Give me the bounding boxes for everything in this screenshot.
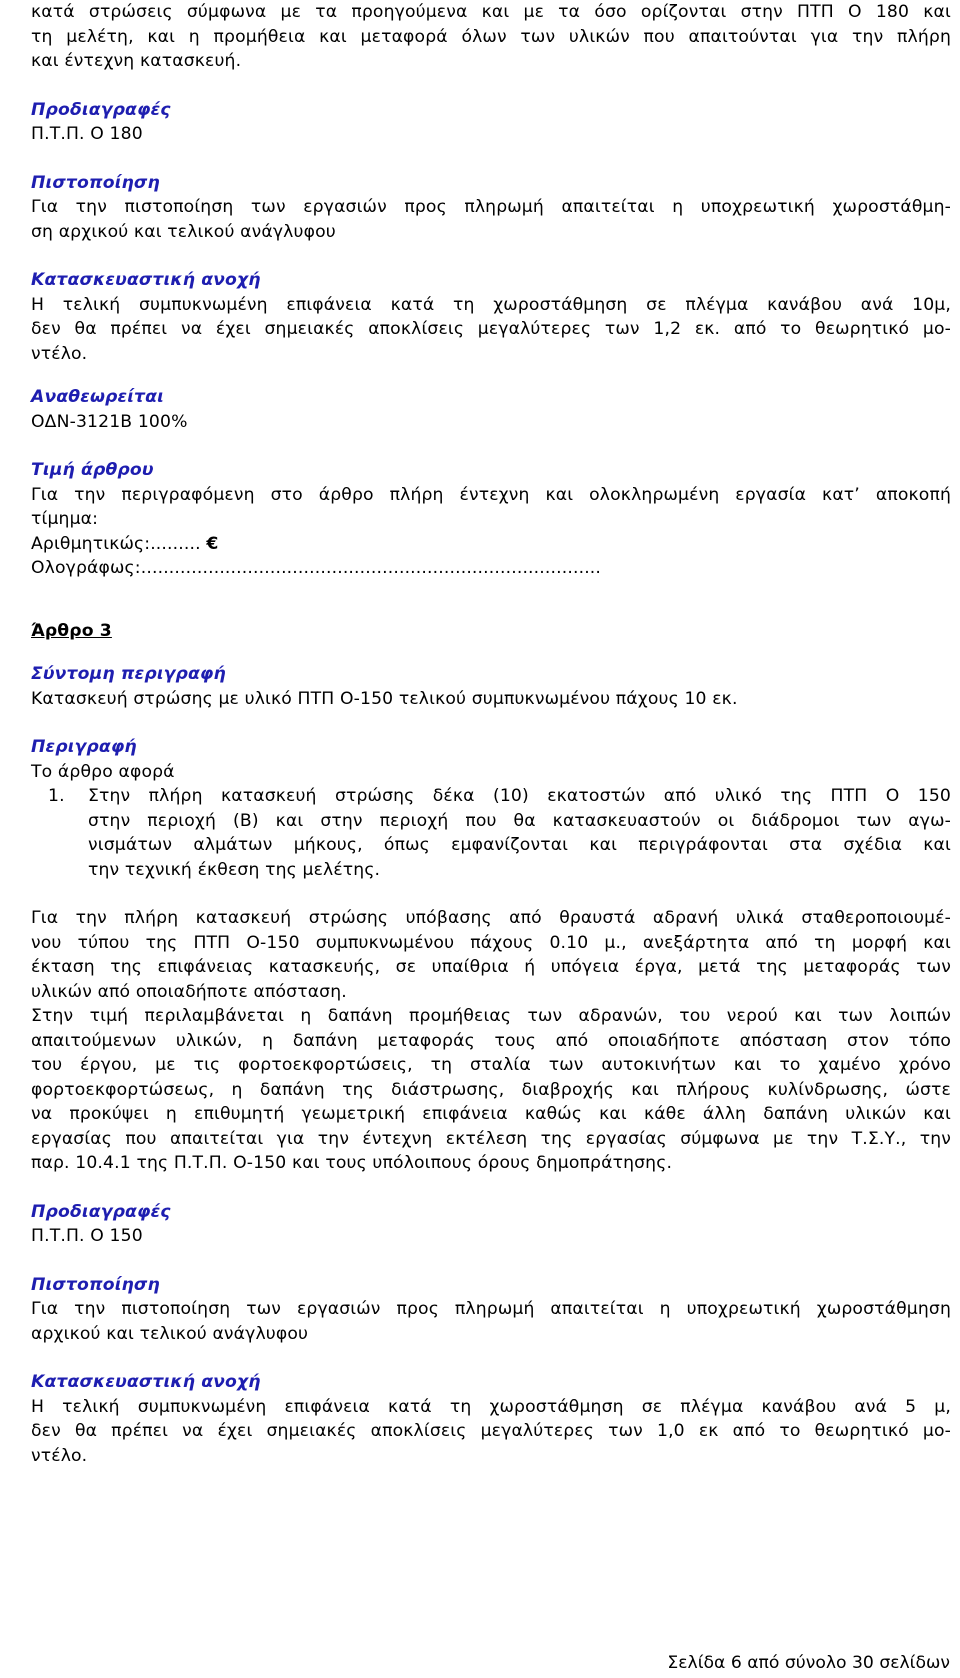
text-line: Για την πλήρη κατασκευή στρώσης υπόβασης από θραυστά αδρανή υλικά σταθεροποιουμέ- xyxy=(31,908,951,928)
text-line: νισμάτων αλμάτων μήκους, όπως εμφανίζονται και περιγράφονται στα σχέδια και xyxy=(88,835,951,855)
revision-code: ΟΔΝ-3121Β 100% xyxy=(31,411,188,432)
text-line: Η τελική συμπυκνωμένη επιφάνεια κατά τη χωροστάθμηση σε πλέγμα κανάβου ανά 5 μ, xyxy=(31,1396,951,1417)
text-line: δεν θα πρέπει να έχει σημειακές αποκλίσεις μεγαλύτερες των 1,2 εκ. από το θεωρητικό μο- xyxy=(31,319,951,339)
text-line: ντέλο. xyxy=(31,1445,88,1466)
section-heading-certification: Πιστοποίηση xyxy=(31,1274,160,1295)
section-heading-tolerance: Κατασκευαστική ανοχή xyxy=(31,1372,261,1392)
specification-code: Π.Τ.Π. Ο 150 xyxy=(31,1226,143,1246)
section-heading-revision: Αναθεωρείται xyxy=(31,387,164,407)
text-line: τίμημα: xyxy=(31,509,99,529)
text-line: τη μελέτη, και η προμήθεια και μεταφορά όλων των υλικών που απαιτούνται για την πλήρη xyxy=(31,26,951,47)
text-line: δεν θα πρέπει να έχει σημειακές αποκλίσεις μεγαλύτερες των 1,0 εκ από το θεωρητικό μο- xyxy=(31,1421,951,1441)
specification-code: Π.Τ.Π. Ο 180 xyxy=(31,124,143,144)
text-line: στην περιοχή (Β) και στην περιοχή που θα κατασκευαστούν οι διάδρομοι των αγω- xyxy=(88,810,951,831)
section-heading-description: Περιγραφή xyxy=(31,737,137,757)
text-line: Στην τιμή περιλαμβάνεται η δαπάνη προμήθειας των αδρανών, του νερού και των λοιπών xyxy=(31,1006,951,1026)
text-line: Στην πλήρη κατασκευή στρώσης δέκα (10) εκατοστών από υλικό της ΠΤΠ Ο 150 xyxy=(88,786,951,806)
section-heading-price: Τιμή άρθρου xyxy=(31,460,154,480)
section-heading-tolerance: Κατασκευαστική ανοχή xyxy=(31,270,261,290)
text-line: νου τύπου της ΠΤΠ Ο-150 συμπυκνωμένου πάχους 0.10 μ., ανεξάρτητα από τη μορφή και xyxy=(31,932,951,953)
section-heading-specifications: Προδιαγραφές xyxy=(31,99,171,120)
list-item-number: 1. xyxy=(48,786,65,806)
text-line: ντέλο. xyxy=(31,343,88,364)
short-description-text: Κατασκευή στρώσης με υλικό ΠΤΠ Ο-150 τελικού συμπυκνωμένου πάχους 10 εκ. xyxy=(31,688,738,709)
text-line: φορτοεκφορτώσεως, η δαπάνη της διάστρωσης, διαβροχής και πλήρους κυλίνδρωσης, ώστε xyxy=(31,1079,951,1100)
text-line: έκταση της επιφάνειας κατασκευής, σε υπαίθρια ή υπόγεια έργα, μετά της μεταφοράς των xyxy=(31,957,951,977)
text-line: ση αρχικού και τελικού ανάγλυφου xyxy=(31,221,336,242)
text-line: Για την πιστοποίηση των εργασιών προς πληρωμή απαιτείται η υποχρεωτική χωροστάθμηση xyxy=(31,1299,951,1319)
text-line: κατά στρώσεις σύμφωνα με τα προηγούμενα και με τα όσο ορίζονται στην ΠΤΠ Ο 180 και xyxy=(31,2,951,22)
text-line: Η τελική συμπυκνωμένη επιφάνεια κατά τη χωροστάθμηση σε πλέγμα κανάβου ανά 10μ, xyxy=(31,294,951,315)
text-line: και έντεχνη κατασκευή. xyxy=(31,51,242,71)
text-line: παρ. 10.4.1 της Π.Τ.Π. Ο-150 και τους υπόλοιπους όρους δημοπράτησης. xyxy=(31,1153,673,1173)
text-line: Για την πιστοποίηση των εργασιών προς πληρωμή απαιτείται η υποχρεωτική χωροστάθμη- xyxy=(31,197,951,217)
list-item xyxy=(31,784,951,882)
section-heading-certification: Πιστοποίηση xyxy=(31,172,160,193)
text-line: του έργου, με τις φορτοεκφορτώσεις, τη σταλία των αυτοκινήτων και το χαμένο χρόνο xyxy=(31,1055,951,1075)
price-numeric xyxy=(31,532,951,557)
euro-sign: € xyxy=(206,533,219,554)
price-words: Ολογράφως:.................................................................................. xyxy=(31,558,602,578)
article-title: Άρθρο 3 xyxy=(31,620,112,641)
section-heading-specifications: Προδιαγραφές xyxy=(31,1201,171,1222)
text-line: υλικών από οποιαδήποτε απόσταση. xyxy=(31,981,347,1002)
text-line: αρχικού και τελικού ανάγλυφου xyxy=(31,1323,309,1344)
price-numeric-label: Αριθμητικώς:......... xyxy=(31,533,201,554)
document-page xyxy=(31,0,951,1468)
text-line: Για την περιγραφόμενη στο άρθρο πλήρη έντεχνη και ολοκληρωμένη εργασία κατ’ αποκοπή xyxy=(31,484,951,505)
section-heading-short-description: Σύντομη περιγραφή xyxy=(31,664,226,684)
description-intro: Το άρθρο αφορά xyxy=(31,761,175,782)
text-line: απαιτούμενων υλικών, η δαπάνη μεταφοράς τους από οποιαδήποτε απόσταση στον τόπο xyxy=(31,1030,951,1051)
text-line: την τεχνική έκθεση της μελέτης. xyxy=(88,859,381,880)
text-line: εργασίας που απαιτείται για την έντεχνη εκτέλεση της εργασίας σύμφωνα με την Τ.Σ.Υ., την xyxy=(31,1128,951,1149)
page-footer: Σελίδα 6 από σύνολο 30 σελίδων xyxy=(667,1653,950,1673)
text-line: να προκύψει η επιθυμητή γεωμετρική επιφάνεια καθώς και κάθε άλλη δαπάνη υλικών και xyxy=(31,1104,951,1124)
